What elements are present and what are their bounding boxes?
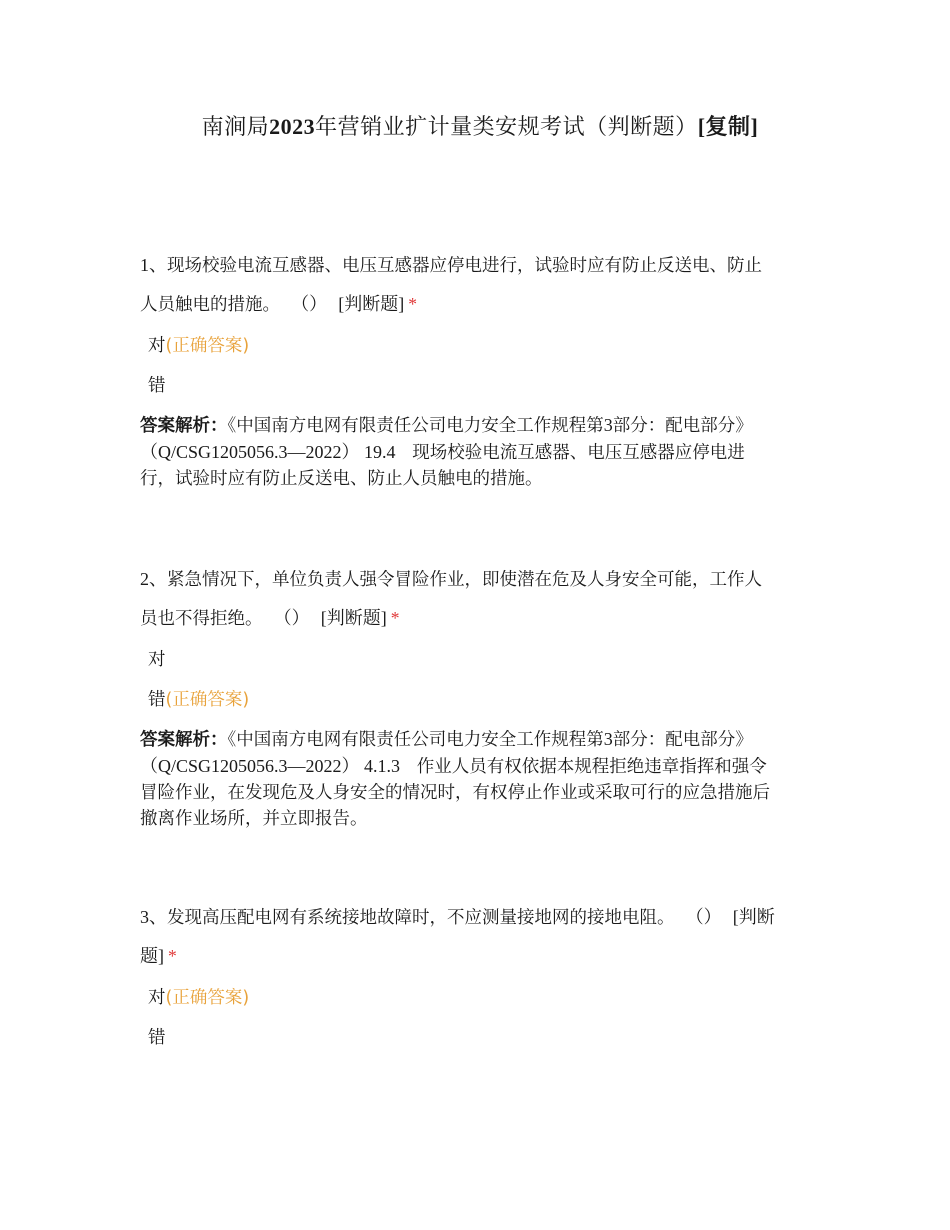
question-3	[140, 898, 812, 1050]
required-mark: *	[168, 946, 177, 966]
question-stem	[140, 246, 812, 324]
question-type: [判断题]	[320, 608, 387, 628]
analysis-text: 冒险作业，在发现危及人身安全的情况时，有权停止作业或采取可行的应急措施后	[140, 783, 770, 803]
option-false[interactable]	[148, 1026, 812, 1050]
option-false[interactable]	[148, 374, 812, 398]
title-year: 2023	[269, 114, 316, 139]
question-2	[140, 560, 812, 832]
analysis-standard-code: （Q/CSG1205056.3—2022） 19.4	[140, 442, 396, 462]
option-label: 对	[148, 336, 166, 356]
blank-paren: （）	[291, 294, 328, 314]
question-number: 1、	[140, 255, 167, 275]
question-type: [判断	[732, 907, 775, 927]
correct-answer-tag: (正确答案)	[165, 690, 250, 710]
analysis-standard-code: （Q/CSG1205056.3—2022） 4.1.3	[140, 756, 401, 776]
analysis-part-number: 3	[603, 729, 613, 749]
question-text-line1: 现场校验电流互感器、电压互感器应停电进行，试验时应有防止反送电、防止	[167, 256, 762, 276]
analysis-text: 撤离作业场所，并立即报告。	[140, 809, 368, 829]
question-1	[140, 246, 812, 492]
required-mark: *	[408, 294, 418, 314]
question-type: [判断题]	[338, 294, 405, 314]
analysis-text: 行，试验时应有防止反送电、防止人员触电的措施。	[140, 469, 543, 489]
option-label: 错	[148, 1028, 166, 1048]
question-text-line2: 人员触电的措施。	[140, 295, 280, 315]
option-true[interactable]	[148, 648, 812, 672]
analysis-text: 《中国南方电网有限责任公司电力安全工作规程第	[227, 730, 604, 750]
question-text-line1: 紧急情况下，单位负责人强令冒险作业，即使潜在危及人身安全可能，工作人	[167, 570, 762, 590]
blank-paren: （）	[273, 608, 310, 628]
option-label: 错	[148, 376, 166, 396]
title-copy-link[interactable]: [复制]	[697, 114, 759, 139]
answer-analysis	[140, 412, 812, 492]
title-prefix: 南涧局	[201, 114, 270, 139]
required-mark: *	[390, 608, 400, 628]
analysis-label: 答案解析：	[140, 416, 228, 436]
blank-paren: （）	[685, 907, 722, 927]
option-true[interactable]	[148, 334, 812, 358]
analysis-text: 部分：配电部分》	[612, 416, 753, 436]
option-label: 错	[148, 690, 166, 710]
question-text-line2: 员也不得拒绝。	[140, 609, 263, 629]
analysis-text: 部分：配电部分》	[612, 730, 753, 750]
question-number: 3、	[140, 907, 167, 927]
option-label: 对	[148, 650, 166, 670]
analysis-text: 作业人员有权依据本规程拒绝违章指挥和强令	[416, 757, 767, 777]
option-false[interactable]	[148, 688, 812, 712]
analysis-text: 现场校验电流互感器、电压互感器应停电进	[412, 443, 745, 463]
question-type: 题]	[140, 946, 164, 966]
option-true[interactable]	[148, 986, 812, 1010]
option-label: 对	[148, 988, 166, 1008]
question-stem	[140, 898, 812, 976]
title-middle: 年营销业扩计量类安规考试（判断题）	[315, 114, 698, 139]
question-stem	[140, 560, 812, 638]
correct-answer-tag: (正确答案)	[165, 988, 250, 1008]
answer-analysis	[140, 726, 812, 832]
question-text-line1: 发现高压配电网有系统接地故障时，不应测量接地网的接地电阻。	[167, 908, 675, 928]
page-title	[0, 110, 950, 141]
correct-answer-tag: (正确答案)	[165, 336, 250, 356]
question-number: 2、	[140, 569, 167, 589]
analysis-text: 《中国南方电网有限责任公司电力安全工作规程第	[227, 416, 604, 436]
analysis-label: 答案解析：	[140, 730, 228, 750]
analysis-part-number: 3	[603, 415, 613, 435]
